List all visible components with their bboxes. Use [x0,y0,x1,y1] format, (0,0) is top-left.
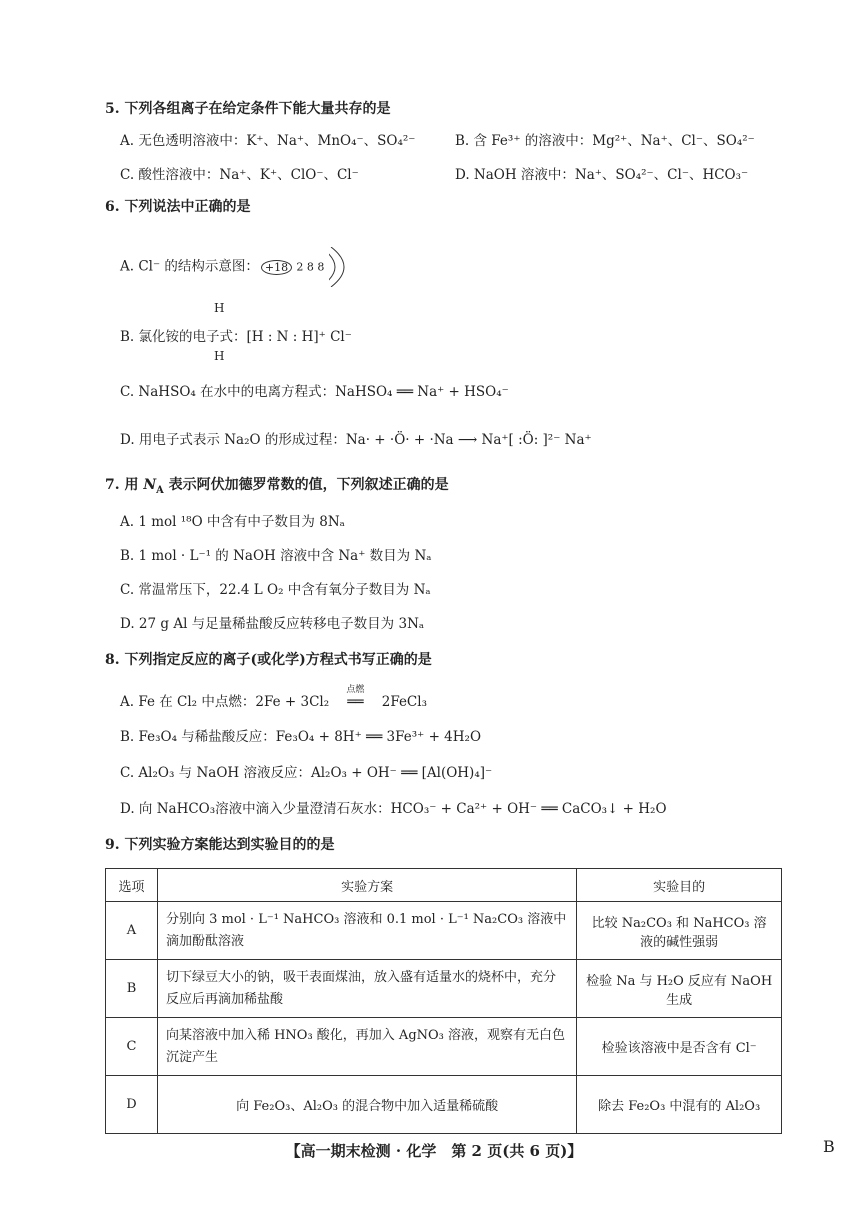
row-plan: 向某溶液中加入稀 HNO₃ 酸化，再加入 AgNO₃ 溶液，观察有无白色沉淀产生 [157,1018,576,1076]
option-d-text: D. 用电子式表示 Na₂O 的形成过程： [120,432,346,448]
question-5-option-d: D. NaOH 溶液中：Na⁺、SO₄²⁻、Cl⁻、HCO₃⁻ [455,167,749,183]
header-purpose: 实验目的 [577,869,782,902]
question-5-title: 5. 下列各组离子在给定条件下能大量共存的是 [105,101,391,117]
electron-shells: 2 8 8 [296,260,325,274]
question-6-option-a [120,247,363,287]
nucleus-circle: +18 [261,260,292,275]
paper-version: B [823,1137,835,1156]
ammonium-formula: [H : N : H]⁺ Cl⁻ [246,329,352,345]
table-header-row [106,869,782,902]
option-b-text: B. 氯化铵的电子式： [120,329,247,345]
question-7-title-post: 表示阿伏加德罗常数的值，下列叙述正确的是 [163,477,449,493]
ammonium-h-top: H [214,301,225,315]
question-7-title: 7. 用 $N_A$ 表示阿伏加德罗常数的值，下列叙述正确的是 [105,477,449,496]
question-7-option-d: D. 27 g Al 与足量稀盐酸反应转移电子数目为 3Nₐ [120,616,425,632]
question-8-option-a [120,685,427,710]
table-row [106,902,782,960]
row-option: C [106,1018,158,1076]
question-8-option-d: D. 向 NaHCO₃溶液中滴入少量澄清石灰水：HCO₃⁻ + Ca²⁺ + OH⁻ ══ CaCO₃↓ + H₂O [120,801,667,817]
question-7-option-b: B. 1 mol · L⁻¹ 的 NaOH 溶液中含 Na⁺ 数目为 Nₐ [120,548,432,564]
row-purpose: 检验该溶液中是否含有 Cl⁻ [577,1018,782,1076]
option-a-lhs: A. Fe 在 Cl₂ 中点燃：2Fe + 3Cl₂ [120,694,334,710]
question-7-title-pre: 7. 用 [105,477,144,493]
experiment-table [105,868,782,1134]
row-option: A [106,902,158,960]
question-7-option-a: A. 1 mol ¹⁸O 中含有中子数目为 8Nₐ [120,514,345,530]
row-plan: 分别向 3 mol · L⁻¹ NaHCO₃ 溶液和 0.1 mol · L⁻¹ Na₂CO₃ 溶液中滴加酚酞溶液 [157,902,576,960]
ammonium-h-bottom: H [214,349,225,363]
question-8-title: 8. 下列指定反应的离子(或化学)方程式书写正确的是 [105,652,432,668]
question-5-option-a: A. 无色透明溶液中：K⁺、Na⁺、MnO₄⁻、SO₄²⁻ [120,133,416,149]
option-a-rhs: 2FeCl₃ [377,694,427,710]
row-purpose: 检验 Na 与 H₂O 反应有 NaOH 生成 [577,960,782,1018]
question-6-option-c: C. NaHSO₄ 在水中的电离方程式：NaHSO₄ ══ Na⁺ + HSO₄⁻ [120,384,509,400]
reaction-arrow: 点燃 ══ [333,694,377,710]
row-option: B [106,960,158,1018]
na2o-formation: Na· + ·Ö· + ·Na ⟶ Na⁺[ :Ö: ]²⁻ Na⁺ [345,432,592,448]
page-footer: 【高一期末检测 · 化学 第 2 页(共 6 页)】 [285,1142,583,1160]
option-a-text: A. Cl⁻ 的结构示意图： [120,258,259,275]
question-8-option-c: C. Al₂O₃ 与 NaOH 溶液反应：Al₂O₃ + OH⁻ ══ [Al(OH)₄]⁻ [120,765,493,781]
shell-arcs-icon [329,247,363,287]
avogadro-symbol: N [143,477,157,493]
question-7-option-c: C. 常温常压下，22.4 L O₂ 中含有氧分子数目为 Nₐ [120,582,431,598]
header-plan: 实验方案 [157,869,576,902]
table-row [106,1076,782,1134]
question-6-option-d [120,428,592,448]
reaction-condition: 点燃 [346,685,365,695]
row-purpose: 除去 Fe₂O₃ 中混有的 Al₂O₃ [577,1076,782,1134]
header-option: 选项 [106,869,158,902]
question-8-option-b: B. Fe₃O₄ 与稀盐酸反应：Fe₃O₄ + 8H⁺ ══ 3Fe³⁺ + 4H₂O [120,729,482,745]
question-9-title: 9. 下列实验方案能达到实验目的的是 [105,837,335,853]
question-5-option-b: B. 含 Fe³⁺ 的溶液中：Mg²⁺、Na⁺、Cl⁻、SO₄²⁻ [455,133,755,149]
table-row [106,960,782,1018]
row-plan: 向 Fe₂O₃、Al₂O₃ 的混合物中加入适量稀硫酸 [157,1076,576,1134]
row-purpose: 比较 Na₂CO₃ 和 NaHCO₃ 溶液的碱性强弱 [577,902,782,960]
question-6-option-b [120,325,352,345]
row-plan: 切下绿豆大小的钠，吸干表面煤油，放入盛有适量水的烧杯中，充分反应后再滴加稀盐酸 [157,960,576,1018]
table-row [106,1018,782,1076]
question-5-option-c: C. 酸性溶液中：Na⁺、K⁺、ClO⁻、Cl⁻ [120,167,359,183]
question-6-title: 6. 下列说法中正确的是 [105,199,251,215]
row-option: D [106,1076,158,1134]
